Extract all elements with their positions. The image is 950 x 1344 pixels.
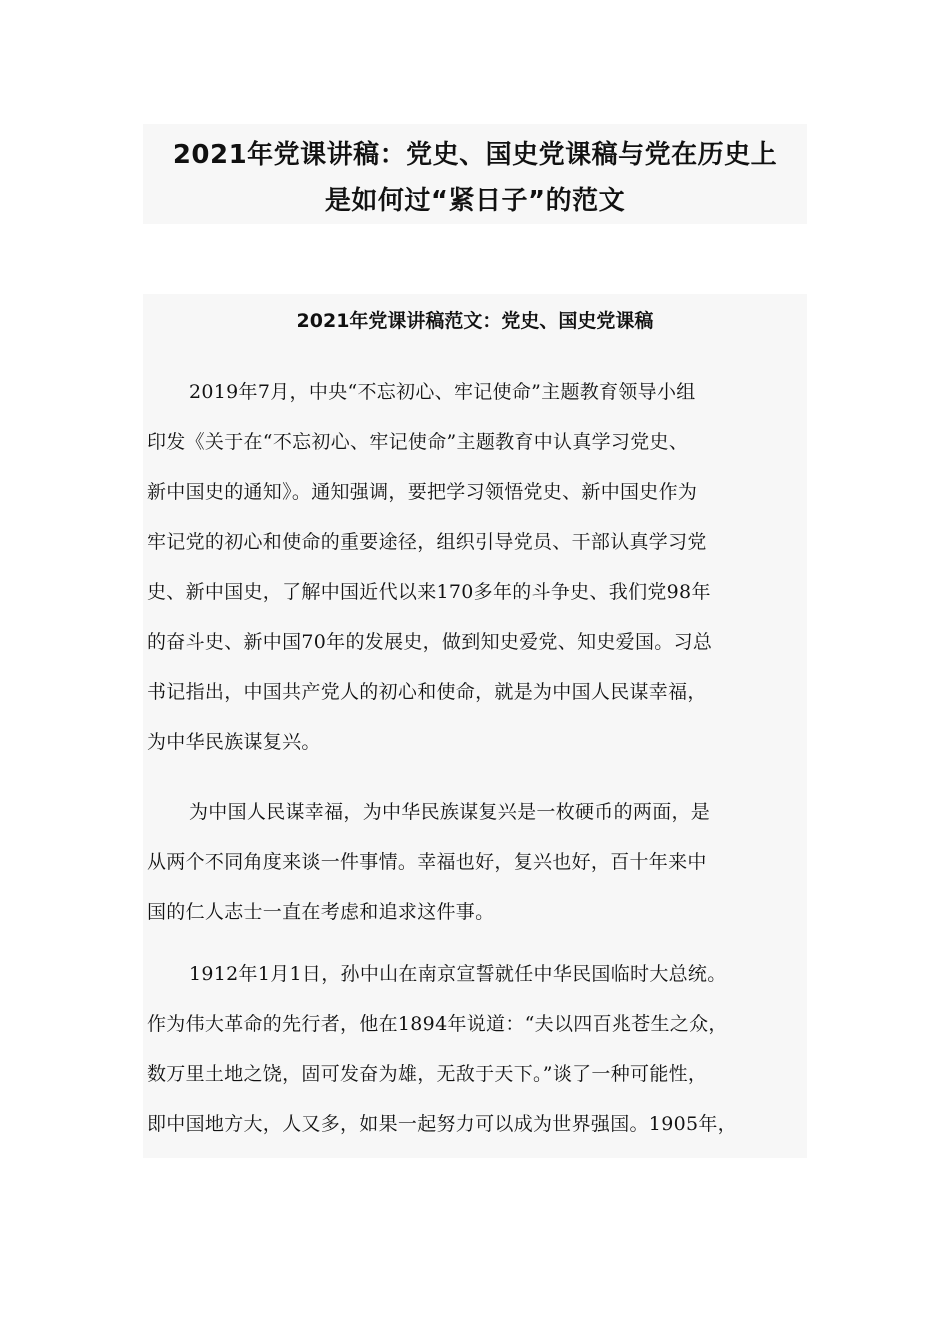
paragraph-line: 印发《关于在“不忘初心、牢记使命”主题教育中认真学习党史、	[147, 431, 689, 453]
paragraph-1	[147, 367, 819, 937]
paragraph-line: 牢记党的初心和使命的重要途径，组织引导党员、干部认真学习党	[147, 531, 707, 553]
document-title	[143, 124, 807, 224]
title-line-1: 2021年党课讲稿：党史、国史党课稿与党在历史上	[172, 140, 778, 170]
paragraph-line: 新中国史的通知》。通知强调，要把学习领悟党史、新中国史作为	[147, 481, 698, 503]
paragraph-line: 为中国人民谋幸福，为中华民族谋复兴是一枚硬币的两面，是	[189, 801, 711, 823]
document-body	[143, 294, 807, 1158]
paragraph-line: 作为伟大革命的先行者，他在1894年说道：“夫以四百兆苍生之众，	[147, 1013, 728, 1035]
title-line-2: 是如何过“紧日子”的范文	[324, 186, 626, 216]
paragraph-line: 1912年1月1日，孙中山在南京宣誓就任中华民国临时大总统。	[189, 963, 727, 985]
paragraph-line: 书记指出，中国共产党人的初心和使命，就是为中国人民谋幸福，	[147, 681, 707, 703]
paragraph-line: 国的仁人志士一直在考虑和追求这件事。	[147, 901, 495, 923]
section-heading: 2021年党课讲稿范文：党史、国史党课稿	[296, 310, 654, 332]
paragraph-line: 2019年7月，中央“不忘初心、牢记使命”主题教育领导小组	[189, 381, 696, 403]
paragraph-line: 史、新中国史，了解中国近代以来170多年的斗争史、我们党98年	[147, 581, 711, 603]
paragraph-line: 即中国地方大，人又多，如果一起努力可以成为世界强国。1905年，	[147, 1113, 737, 1135]
paragraph-3	[147, 949, 819, 1149]
paragraph-line: 为中华民族谋复兴。	[147, 731, 321, 753]
paragraph-line: 从两个不同角度来谈一件事情。幸福也好，复兴也好，百十年来中	[147, 851, 707, 873]
paragraph-line: 的奋斗史、新中国70年的发展史，做到知史爱党、知史爱国。习总	[147, 631, 713, 653]
paragraph-line: 数万里土地之饶，固可发奋为雄，无敌于天下。”谈了一种可能性，	[147, 1063, 708, 1085]
